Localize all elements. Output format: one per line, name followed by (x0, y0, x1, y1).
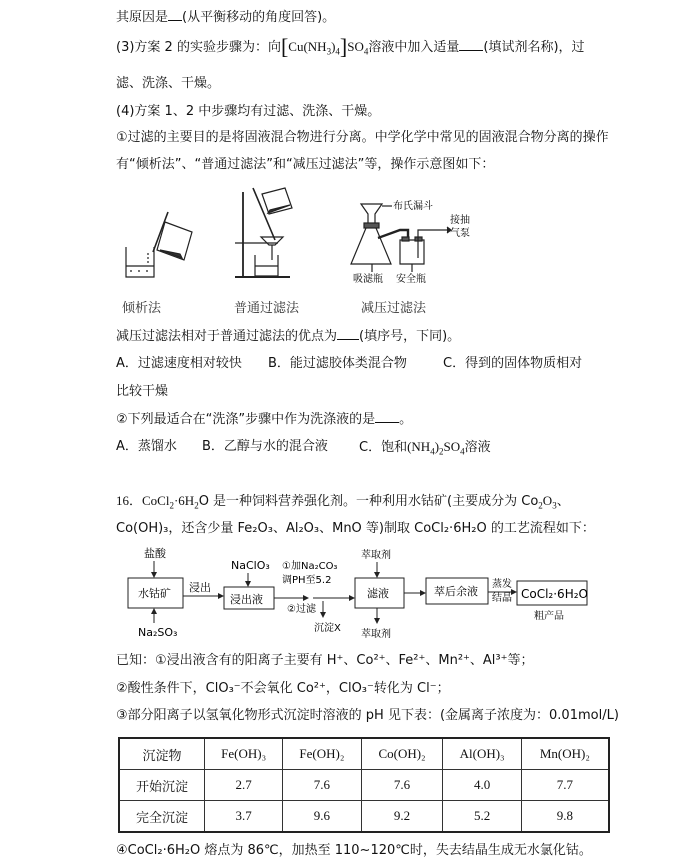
flow-na2so3: Na₂SO₃ (138, 626, 178, 639)
table-cell: 4.0 (443, 770, 521, 801)
label-safety-bottle: 安全瓶 (396, 274, 426, 285)
flow-crude: 粗产品 (534, 611, 564, 622)
q16-intro-line1 (116, 492, 570, 511)
known-3: ③部分阳离子以氢氧化物形式沉淀时溶液的 pH 见下表：(金属离子浓度为：0.01mol/L) (116, 708, 619, 723)
part3-prefix: (3)方案 2 的实验步骤为：向 (116, 40, 281, 55)
paren-close: ) (434, 439, 440, 454)
wash-option-a[interactable]: A．蒸馏水 (116, 439, 177, 454)
option-c-continued: 比较干燥 (116, 384, 169, 399)
solution-text: 溶液 (464, 440, 491, 455)
flow-extractant-out: 萃取剂 (361, 629, 391, 640)
flow-hcl: 盐酸 (144, 547, 166, 560)
table-cell: 3.7 (205, 801, 283, 833)
part4-title: (4)方案 1、2 中步骤均有过滤、洗涤、干燥。 (116, 104, 381, 119)
complex-formula: $Cu(NH_3)_4$ (288, 39, 340, 57)
caption-ordinary-filtration: 普通过滤法 (234, 300, 300, 315)
table-cell: 7.6 (283, 770, 361, 801)
table-cell: 9.8 (521, 801, 609, 833)
ordinary-filtration-figure (235, 188, 292, 277)
flow-evap-line2: 结晶 (492, 593, 512, 604)
q16-formula-b: ·6H (173, 493, 195, 508)
decantation-figure (126, 212, 192, 277)
part3-mid: 溶液中加入适量 (368, 40, 460, 55)
bracket-open: [ (280, 34, 289, 59)
q16-formula-a: 16．CoCl (116, 493, 170, 508)
flow-step1-line1: ①加Na₂CO₃ (282, 561, 338, 572)
answer-blank[interactable] (375, 410, 399, 423)
sulfate-sub: 4 (460, 446, 465, 457)
wash-question (116, 410, 412, 429)
flow-leachate: 浸出液 (230, 593, 263, 606)
label-buchner-funnel: 布氏漏斗 (393, 201, 433, 212)
wash-question-end: 。 (399, 412, 413, 427)
wash-question-text: ②下列最适合在“洗涤”步骤中作为洗涤液的是 (116, 412, 376, 427)
q16-sub2: 2 (194, 500, 199, 511)
advantage-question-text: 减压过滤法相对于普通过滤法的优点为 (116, 329, 338, 344)
ammonium-symbol: (NH (407, 439, 431, 454)
table-row (119, 801, 609, 833)
q16-sub3: 2 (538, 500, 543, 511)
table-cell: 5.2 (443, 801, 521, 833)
label-pump-line1: 接抽 (450, 215, 470, 226)
advantage-options (116, 355, 596, 373)
table-header: Fe(OH)₃ (205, 738, 283, 770)
known-4: ④CoCl₂·6H₂O 熔点为 86℃，加热至 110~120℃时，失去结晶生成无水氯化钴。 (116, 843, 592, 858)
q16-intro-text: O 是一种饲料营养强化剂。一种利用水钴矿(主要成分为 Co (198, 494, 539, 509)
table-header: Fe(OH)₂ (283, 738, 361, 770)
flow-ore: 水钴矿 (138, 587, 171, 600)
table-cell: 9.2 (361, 801, 443, 833)
q16-intro-end: 、 (556, 494, 570, 509)
table-cell: 2.7 (205, 770, 283, 801)
table-cell: 9.6 (283, 801, 361, 833)
flow-raffinate: 萃后余液 (434, 585, 478, 598)
nh-sub: 3 (326, 46, 332, 57)
reason-hint: (从平衡移动的角度回答)。 (182, 10, 336, 25)
flow-step1-line2: 调PH至5.2 (282, 575, 332, 586)
label-suction-flask: 吸滤瓶 (353, 274, 383, 285)
q16-intro-line2: Co(OH)₃，还含少量 Fe₂O₃、Al₂O₃、MnO 等)制取 CoCl₂·6H₂O 的工艺流程如下： (116, 521, 595, 536)
table-cell: 7.6 (361, 770, 443, 801)
reason-line (116, 8, 335, 27)
option-c[interactable]: C．得到的固体物质相对 (443, 356, 583, 371)
vacuum-filtration-figure (351, 204, 451, 272)
table-header: Mn(OH)₂ (521, 738, 609, 770)
advantage-question-hint: (填序号，下同)。 (359, 329, 461, 344)
sulfate-symbol: SO (443, 439, 461, 454)
wash-option-c-text: C．饱和 (359, 440, 408, 455)
row-label: 完全沉淀 (119, 801, 205, 833)
part3-line (116, 34, 585, 59)
option-b[interactable]: B．能过滤胶体类混合物 (268, 356, 407, 371)
flow-extractant-in: 萃取剂 (361, 550, 391, 561)
advantage-question (116, 327, 460, 346)
ammonium-sub: 4 (430, 446, 435, 457)
nh-symbol: NH (307, 39, 327, 54)
flow-precip-x: 沉淀X (314, 623, 341, 634)
row-label: 开始沉淀 (119, 770, 205, 801)
bracket-close: ] (339, 34, 348, 59)
table-header: Al(OH)₃ (443, 738, 521, 770)
q16-sub1: 2 (169, 500, 174, 511)
part3-line2: 滤、洗涤、干燥。 (116, 76, 221, 91)
flow-naclo3: NaClO₃ (231, 559, 270, 572)
filtration-figures (110, 180, 470, 300)
known-2: ②酸性条件下，ClO₃⁻不会氧化 Co²⁺，ClO₃⁻转化为 Cl⁻； (116, 681, 450, 696)
sulfate-sub: 4 (363, 46, 369, 57)
flow-step2: ②过滤 (287, 604, 316, 615)
part3-tail: (填试剂名称)，过 (483, 40, 585, 55)
table-header: 沉淀物 (119, 738, 205, 770)
table-cell: 7.7 (521, 770, 609, 801)
part4-sub1-line2: 有“倾析法”、“普通过滤法”和“减压过滤法”等，操作示意图如下： (116, 157, 495, 172)
table-row (119, 770, 609, 801)
reason-text: 其原因是 (116, 10, 169, 25)
option-a[interactable]: A．过滤速度相对较快 (116, 356, 242, 371)
answer-blank[interactable] (337, 327, 359, 340)
flow-filtrate: 滤液 (367, 587, 389, 600)
paren-sub: 2 (439, 446, 444, 457)
caption-decantation: 倾析法 (122, 300, 162, 315)
q16-sub4: 3 (552, 500, 557, 511)
flow-leach: 浸出 (189, 581, 211, 594)
known-1: 已知：①浸出液含有的阳离子主要有 H⁺、Co²⁺、Fe²⁺、Mn²⁺、Al³⁺等； (116, 653, 534, 668)
flow-product: CoCl₂·6H₂O (521, 587, 588, 601)
sulfate-symbol: SO (347, 39, 364, 54)
process-flowchart (110, 545, 600, 645)
ligand-count: 4 (335, 46, 340, 57)
ph-table (118, 737, 610, 833)
q16-formula-d: O (542, 493, 553, 508)
wash-options (116, 438, 596, 456)
wash-option-c[interactable] (359, 438, 491, 457)
answer-blank[interactable] (459, 38, 483, 51)
label-pump-line2: 气泵 (450, 228, 470, 239)
part4-sub1-line1: ①过滤的主要目的是将固液混合物进行分离。中学化学中常见的固液混合物分离的操作 (116, 130, 609, 145)
answer-blank[interactable] (168, 8, 182, 21)
cu-symbol: Cu (288, 39, 304, 54)
table-header: Co(OH)₂ (361, 738, 443, 770)
flow-evap-line1: 蒸发 (492, 579, 512, 590)
table-header-row (119, 738, 609, 770)
caption-vacuum-filtration: 减压过滤法 (361, 300, 427, 315)
wash-option-b[interactable]: B．乙醇与水的混合液 (202, 439, 328, 454)
